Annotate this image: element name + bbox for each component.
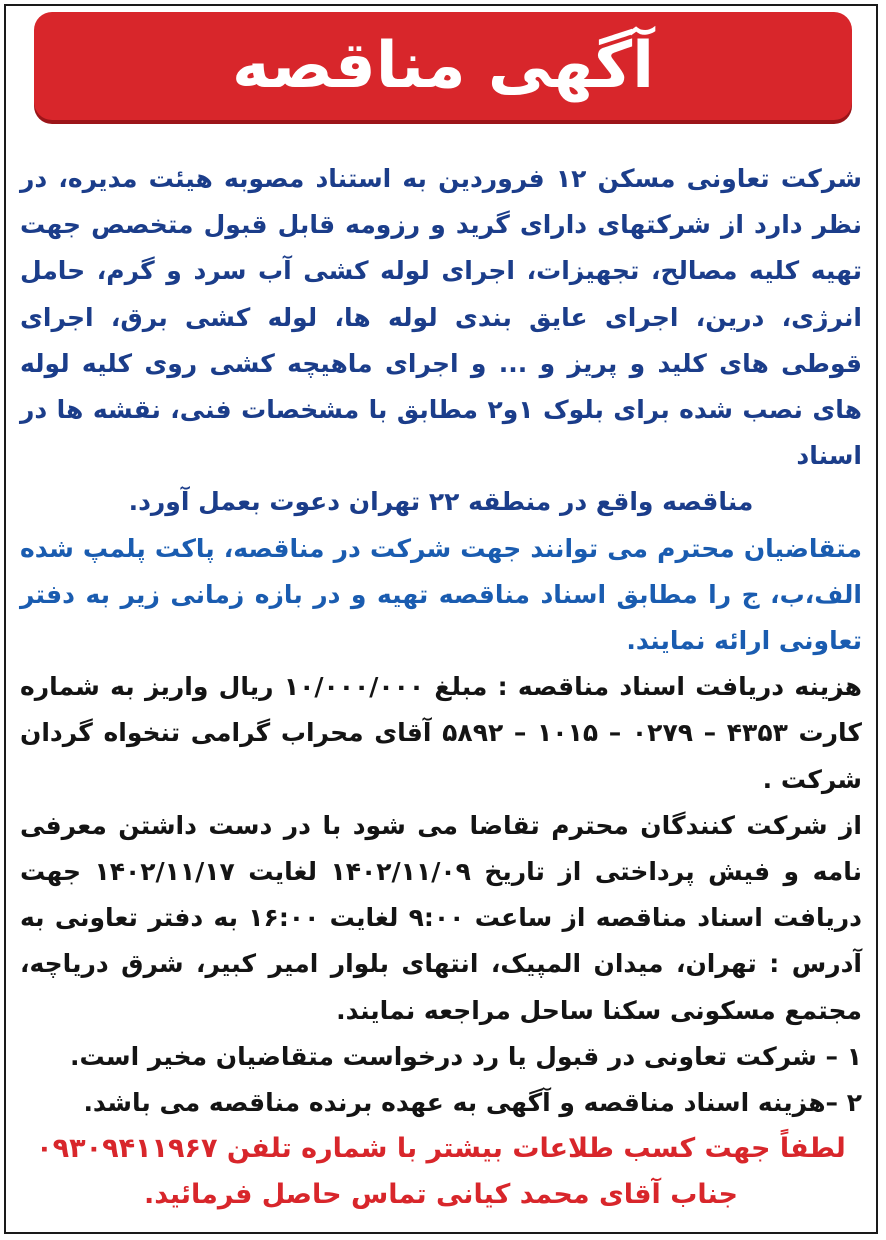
intro-body: به استناد مصوبه هیئت مدیره، در نظر دارد از شرکتهای دارای گرید و رزومه قابل قبول متخصص جهت تهیه کلیه مصالح، تجهیزات، اجرای لوله کشی آب سرد و گرم، حامل انرژی، درین، اجرای عایق بندی لوله ها، لوله کشی برق، اجرای قوطی های کلید و پریز و ... و اجرای ماهیچه کشی روی کلیه لوله های نصب شده برای بلوک ۱و۲ مطابق با مشخصات فنی، نقشه ها در اسناد [20,164,862,471]
company-name: شرکت تعاونی مسکن ۱۲ فروردین [438,164,862,193]
note-item: ۲ –هزینه اسناد مناقصه و آگهی به عهده برنده مناقصه می باشد. [83,1088,862,1118]
notice-frame [4,4,878,1234]
notice-content [20,156,862,1219]
note-item: ۱ – شرکت تعاونی در قبول یا رد درخواست متقاضیان مخیر است. [70,1041,862,1071]
notice-title: آگهی مناقصه [232,29,654,103]
title-banner [34,12,852,120]
intro-paragraph [20,156,862,479]
contact-line-name: جناب آقای محمد کیانی تماس حاصل فرمائید. [144,1179,738,1211]
schedule-paragraph: از شرکت کنندگان محترم تقاضا می شود با در دست داشتن معرفی نامه و فیش پرداختی از تاریخ ۱۴۰۲/۱۱/۰۹ لغایت ۱۴۰۲/۱۱/۱۷ جهت دریافت اسناد مناقصه از ساعت ۹:۰۰ لغایت ۱۶:۰۰ به دفتر تعاونی به آدرس : تهران، میدان المپیک، انتهای بلوار امیر کبیر، شرق دریاچه، مجتمع مسکونی سکنا ساحل مراجعه نمایند. [20,810,862,1025]
fee-paragraph: هزینه دریافت اسناد مناقصه : مبلغ ۱۰/۰۰۰/۰۰۰ ریال واریز به شماره کارت ۴۳۵۳ – ۰۲۷۹ – ۱۰۱۵ – ۵۸۹۲ آقای محراب گرامی تنخواه گردان شرکت . [20,672,863,794]
contact-line-phone: لطفاً جهت کسب طلاعات بیشتر با شماره تلفن ۰۹۳۰۹۴۱۱۹۶۷ [36,1133,846,1165]
applicants-paragraph: متقاضیان محترم می توانند جهت شرکت در مناقصه، پاکت پلمپ شده الف،ب، ج را مطابق اسناد مناقصه تهیه و در بازه زمانی زیر به دفتر تعاونی ارائه نمایند. [20,533,862,656]
intro-last-line: مناقصه واقع در منطقه ۲۲ تهران دعوت بعمل آورد. [128,487,754,517]
